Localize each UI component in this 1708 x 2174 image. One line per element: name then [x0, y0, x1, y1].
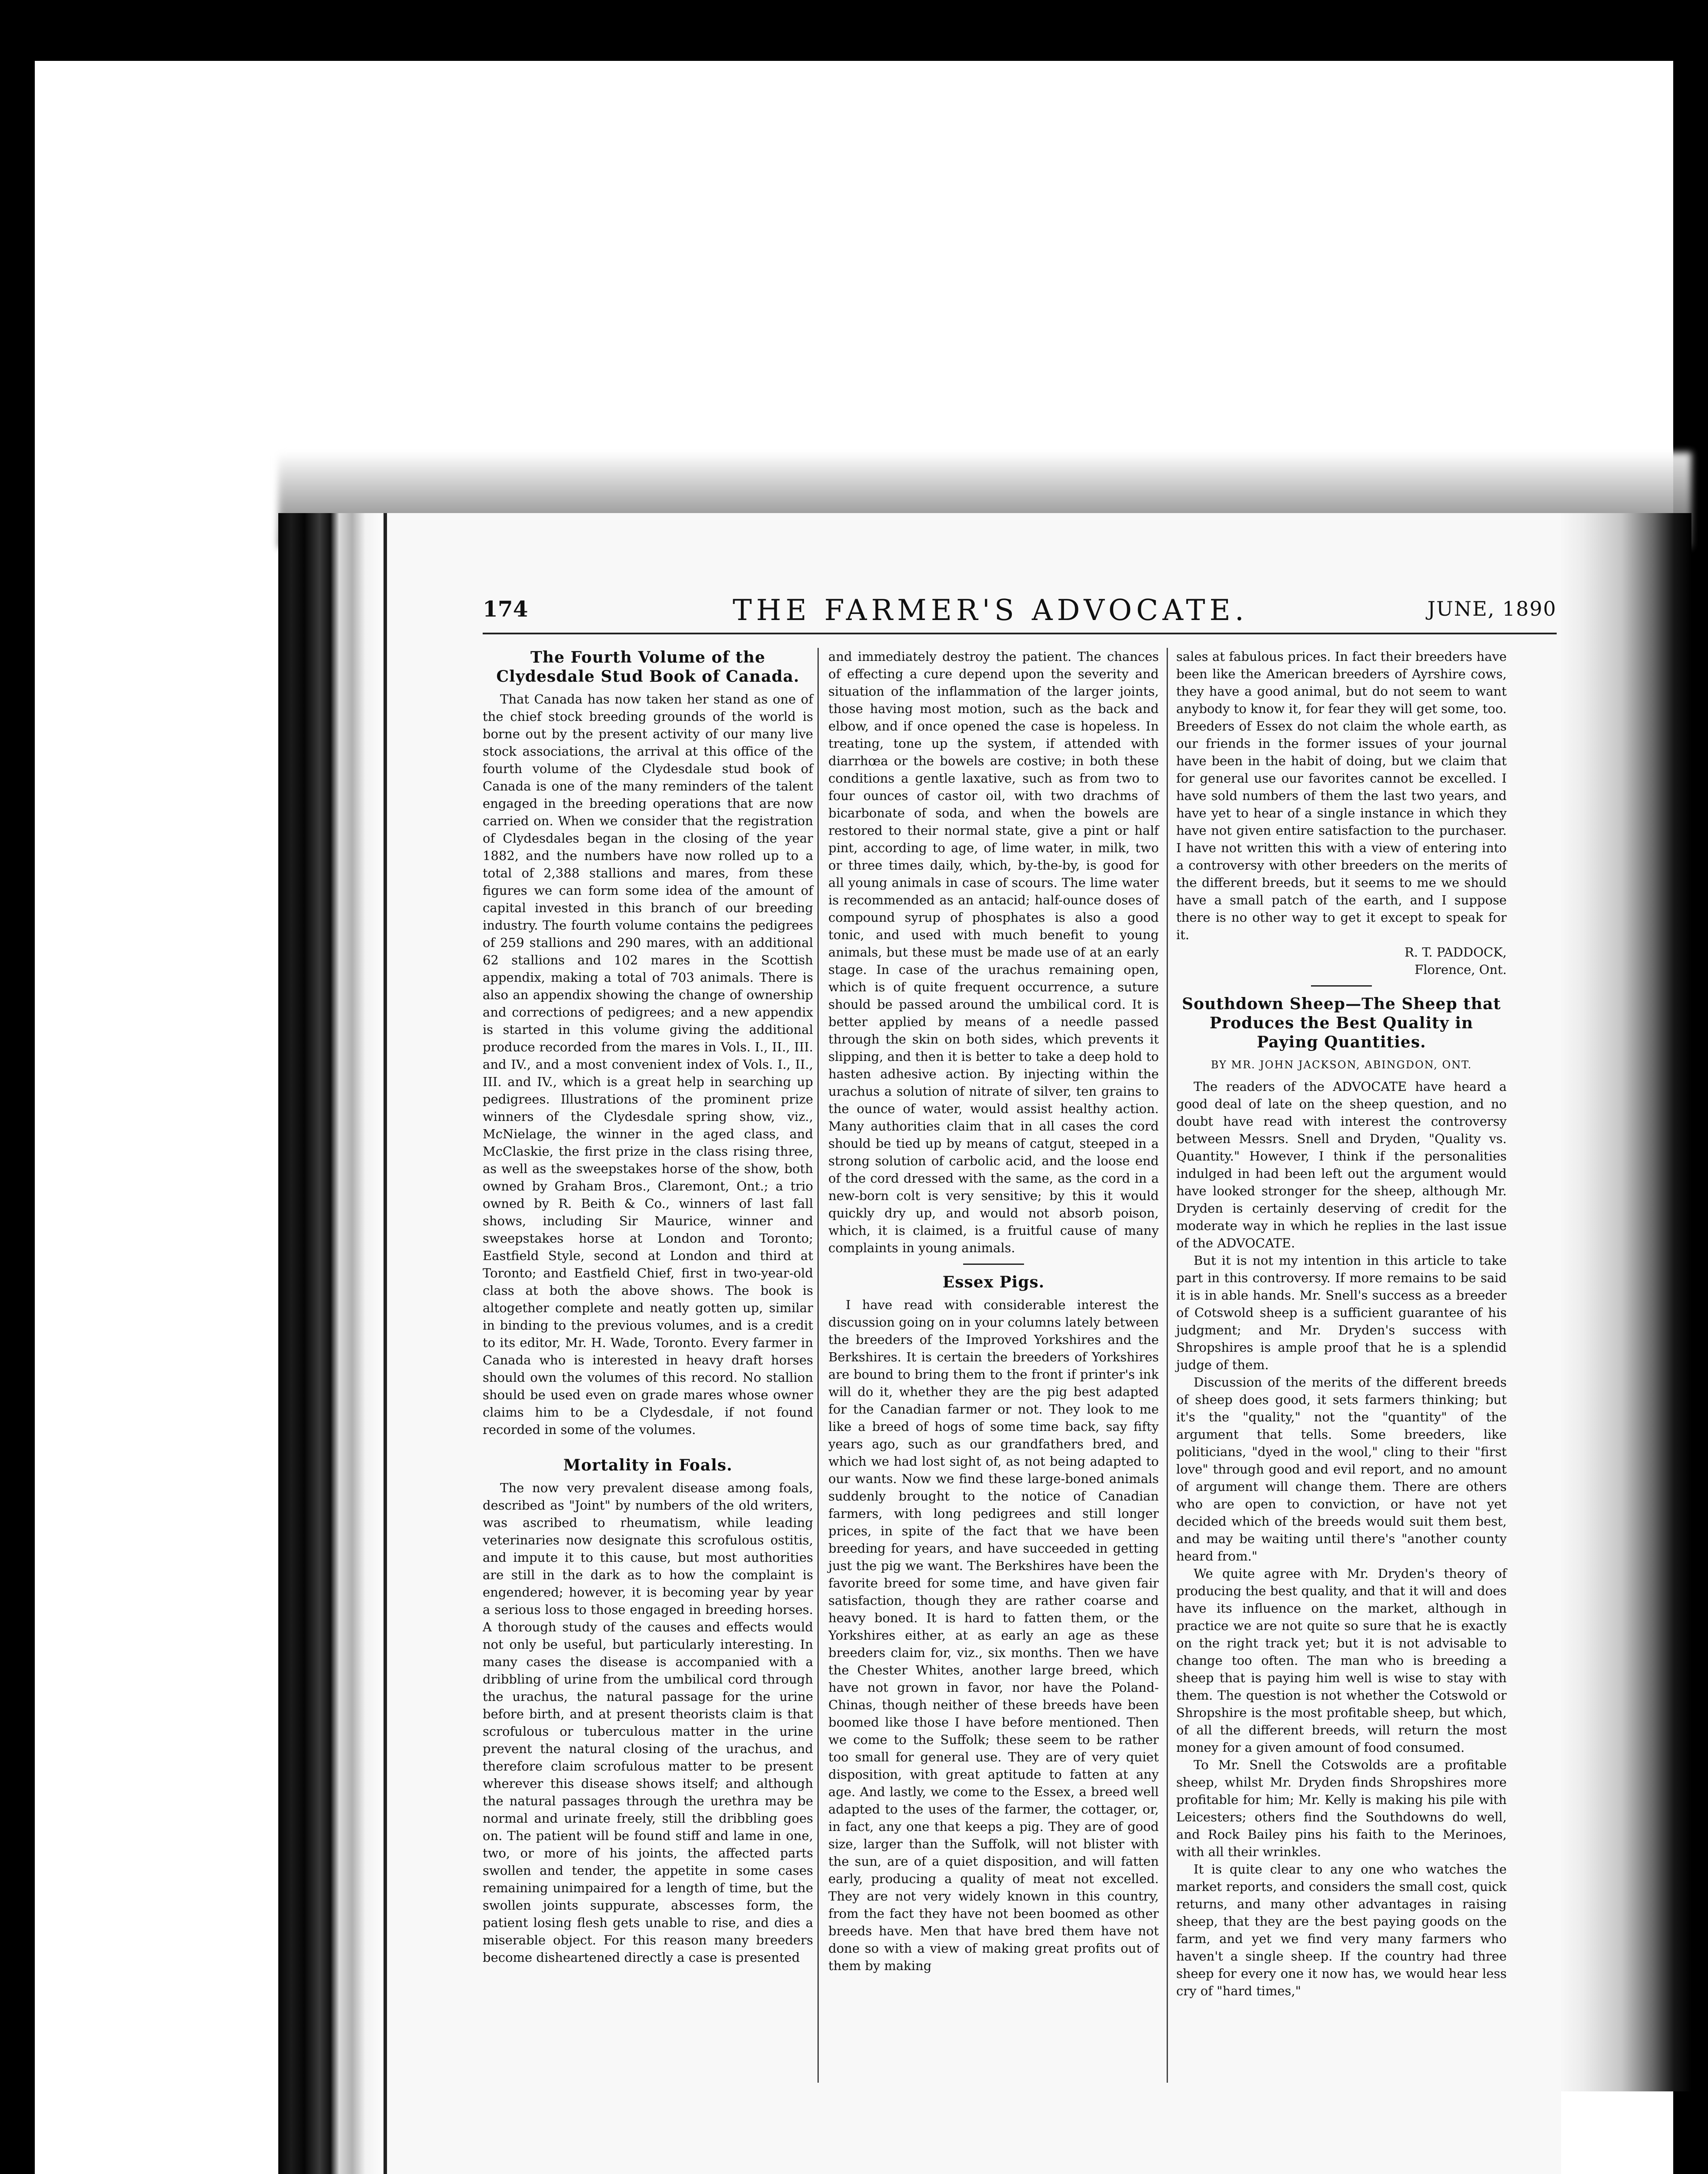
article-byline-southdown: BY MR. JOHN JACKSON, ABINGDON, ONT.: [1211, 1059, 1472, 1071]
page-header: [483, 594, 1557, 628]
article-title-essex: Essex Pigs.: [942, 1273, 1045, 1291]
article-title-clydesdale: The Fourth Volume of the Clydesdale Stud Book of Canada.: [496, 648, 800, 686]
article-title-mortality: Mortality in Foals.: [563, 1456, 733, 1474]
southdown-paragraph: To Mr. Snell the Cotswolds are a profitable sheep, whilst Mr. Dryden finds Shropshires more profitable for him; Mr. Kelly is making his pile with Leicesters; others find the Southdowns do well, and Rock Bailey pins his faith to the Merinoes, with all their wrinkles.: [1176, 1757, 1507, 1859]
section-rule: [963, 1264, 1024, 1265]
article-body-essex: I have read with considerable interest the discussion going on in your columns lately between the breeders of the Improved Yorkshires and the Berkshires. It is certain the breeders of Yorkshires are bound to bring them to the front if printer's ink will do it, whether they are the pig best adapted for the Canadian farmer or not. They look to me like a breed of hogs of some time back, say fifty years ago, such as our grandfathers bred, and which we had lost sight of, as not being adapted to our wants. Now we find these large-boned animals suddenly brought to the notice of Canadian farmers, with long pedigrees and still longer prices, in spite of the fact that we have been breeding for years, and have succeeded in getting just the pig we want. The Berkshires have been the favorite breed for some time, and have given fair satisfaction, though they are rather coarse and heavy boned. It is hard to fatten them, or the Yorkshires either, at as early an age as these breeders claim for, viz., six months. Then we have the Chester Whites, another large breed, which have not grown in favor, nor have the Poland-Chinas, though neither of these breeds have been boomed like those I have before mentioned. Then we come to the Suffolk; these seem to be rather too small for general use. They are of very quiet disposition, with great aptitude to fatten at any age. And lastly, we come to the Essex, a breed well adapted to the uses of the farmer, the cottager, or, in fact, any one that keeps a pig. They are of good size, larger than the Suffolk, will not blister with the sun, are of a quiet disposition, and will fatten early, producing a quality of meat not excelled. They are not very widely known in this country, from the fact they have not been boomed as other breeds have. Men that have bred them have not done so with a view of making great profits out of them by making: [828, 1297, 1159, 1973]
essex-location: Florence, Ont.: [1414, 962, 1507, 977]
southdown-paragraph: We quite agree with Mr. Dryden's theory of producing the best quality, and that it will and does have its influence on the market, although in practice we are not quite so sure that he is exactly on the right track yet; but it is not advisable to change too often. The man who is breeding a sheep that is paying him well is wise to stay with them. The question is not whether the Cotswold or Shropshire is the most profitable sheep, but which, of all the different breeds, will return the most money for a given amount of food consumed.: [1176, 1566, 1507, 1755]
column-divider: [817, 648, 819, 2083]
essex-signature: R. T. PADDOCK,: [1404, 945, 1507, 960]
article-body-mortality-continued: and immediately destroy the patient. The chances of effecting a cure depend upon the severity and situation of the inflammation of the larger joints, those having most motion, such as the back and elbow, and if once opened the case is hopeless. In treating, tone up the system, if attended with diarrhœa or the bowels are costive; in both these conditions a gentle laxative, such as from two to four ounces of castor oil, with two drachms of bicarbonate of soda, and when the bowels are restored to their normal state, give a pint or half pint, according to age, of lime water, in milk, two or three times daily, which, by-the-by, is good for all young animals in case of scours. The lime water is recommended as an antacid; half-ounce doses of compound syrup of phosphates is also a good tonic, and used with much benefit to young animals, but these must be made use of at an early stage. In case of the urachus remaining open, which is of quite frequent occurrence, a suture should be passed around the umbilical cord. It is better applied by means of a needle passed through the skin on both sides, which prevents it slipping, and then it is better to take a deep hold to hasten adhesive action. By injecting within the urachus a solution of nitrate of silver, ten grains to the ounce of water, would assist healthy action. Many authorities claim that in all cases the cord should be tied up by means of catgut, steeped in a strong solution of carbolic acid, and the loose end of the cord dressed with the same, as the cord in a new-born colt is very sensitive; by this it would quickly dry up, and would not absorb poison, which, it is claimed, is a fruitful cause of many complaints in young animals.: [828, 649, 1159, 1255]
issue-date: JUNE, 1890: [1427, 597, 1557, 620]
masthead-title: THE FARMER'S ADVOCATE.: [733, 594, 1248, 627]
column-middle: [828, 648, 1159, 1974]
article-title-southdown: Southdown Sheep—The Sheep that Produces the Best Quality in Paying Quantities.: [1182, 995, 1501, 1051]
article-body-mortality: The now very prevalent disease among foals, described as "Joint" by numbers of the old writers, was ascribed to rheumatism, while leading veterinaries now designate this scrofulous ostitis, and impute it to this cause, but most authorities are still in the dark as to how the complaint is engendered; however, it is becoming year by year a serious loss to those engaged in breeding horses. A thorough study of the causes and effects would not only be useful, but particularly interesting. In many cases the disease is accompanied with a dribbling of urine from the umbilical cord through the urachus, the natural passage for the urine before birth, and at present theorists claim is that scrofulous or tuberculous matter in the urine prevent the natural closing of the urachus, and therefore claim scrofulous matter to be present wherever this disease shows itself; and although the natural passages through the urethra may be normal and urinate freely, still the dribbling goes on. The patient will be found stiff and lame in one, two, or more of his joints, the affected parts swollen and tender, the appetite in some cases remaining unimpaired for a length of time, but the swollen joints suppurate, abscesses form, the patient losing flesh gets unable to rise, and dies a miserable object. For this reason many breeders become disheartened directly a case is presented: [483, 1480, 813, 1965]
column-left: [483, 648, 813, 1966]
column-divider: [1167, 648, 1168, 2083]
article-body-clydesdale: That Canada has now taken her stand as one of the chief stock breeding grounds of the world is borne out by the present activity of our many live stock associations, the arrival at this office of the fourth volume of the Clydesdale stud book of Canada is one of the many reminders of the talent engaged in the breeding operations that are now carried on. When we consider that the registration of Clydesdales began in the closing of the year 1882, and the numbers have now rolled up to a total of 2,388 stallions and mares, from these figures we can form some idea of the amount of capital invested in this branch of our breeding industry. The fourth volume contains the pedigrees of 259 stallions and 290 mares, with an additional 62 stallions and 102 mares in the Scottish appendix, making a total of 703 animals. There is also an appendix showing the change of ownership and corrections of pedigrees; and a new appendix is started in this volume giving the additional produce recorded from the mares in Vols. I., II., III. and IV., and a most convenient index of Vols. I., II., III. and IV., which is a great help in searching up pedigrees. Illustrations of the prominent prize winners of the Clydesdale spring show, viz., McNielage, the winner in the aged class, and McClaskie, the first prize in the class rising three, as well as the sweepstakes horse of the show, both owned by Graham Bros., Claremont, Ont.; a trio owned by R. Beith & Co., winners of last fall shows, including Sir Maurice, winner and sweepstakes horse at London and Toronto; Eastfield Style, second at London and third at Toronto; and Eastfield Chief, first in two-year-old class at both the above shows. The book is altogether complete and neatly gotten up, similar in binding to the previous volumes, and is a credit to its editor, Mr. H. Wade, Toronto. Every farmer in Canada who is interested in heavy draft horses should own the volumes of this record. No stallion should be used even on grade mares whose owner claims him to be a Clydesdale, if not found recorded in some of the volumes.: [483, 692, 813, 1437]
southdown-paragraph: But it is not my intention in this article to take part in this controversy. If more remains to be said it is in able hands. Mr. Snell's success as a breeder of Cotswold sheep is a sufficient guarantee of his judgment; and Mr. Dryden's success with Shropshires is ample proof that he is a splendid judge of them.: [1176, 1253, 1507, 1372]
book-spine-edge: [278, 513, 387, 2174]
southdown-paragraph: It is quite clear to any one who watches the market reports, and considers the small cost, quick returns, and many other advantages in raising sheep, that they are the best paying goods on the farm, and yet we find very many farmers who haven't a single sheep. If the country had three sheep for every one it now has, we would hear less cry of "hard times,": [1176, 1862, 1507, 1998]
southdown-paragraph: The readers of the ADVOCATE have heard a good deal of late on the sheep question, and no doubt have read with interest the controversy between Messrs. Snell and Dryden, "Quality vs. Quantity." However, I think if the personalities indulged in had been left out the argument would have looked stronger for the sheep, although Mr. Dryden is certainly deserving of credit for the moderate way in which he replies in the last issue of the ADVOCATE.: [1176, 1079, 1507, 1250]
southdown-paragraph: Discussion of the merits of the different breeds of sheep does good, it sets farmers thinking; but it's the "quality," not the "quantity" of the argument that tells. Some breeders, like politicians, "dyed in the wool," cling to their "first love" through good and evil report, and no amount of argument will change them. There are others who are open to conviction, or have not yet decided which of the breeds would suit them best, and may be waiting until there's "another county heard from.": [1176, 1375, 1507, 1564]
book-right-edge: [1544, 513, 1691, 2091]
page-number: 174: [483, 596, 528, 622]
header-rule: [483, 633, 1557, 634]
column-right: [1176, 648, 1507, 2000]
section-rule: [1311, 985, 1372, 987]
article-body-essex-continued: sales at fabulous prices. In fact their breeders have been like the American breeders of Ayrshire cows, they have a good animal, but do not seem to want anybody to know it, for fear they will get some, too. Breeders of Essex do not claim the whole earth, as our friends in the former issues of your journal have been in the habit of doing, but we claim that for general use our favorites cannot be excelled. I have sold numbers of them the last two years, and have yet to hear of a single instance in which they have not given entire satisfaction to the purchaser. I have not written this with a view of entering into a controversy with other breeders on the merits of the different breeds, but it seems to me we should have a small patch of the earth, and I suppose there is no other way to get it except to speak for it.: [1176, 649, 1507, 942]
